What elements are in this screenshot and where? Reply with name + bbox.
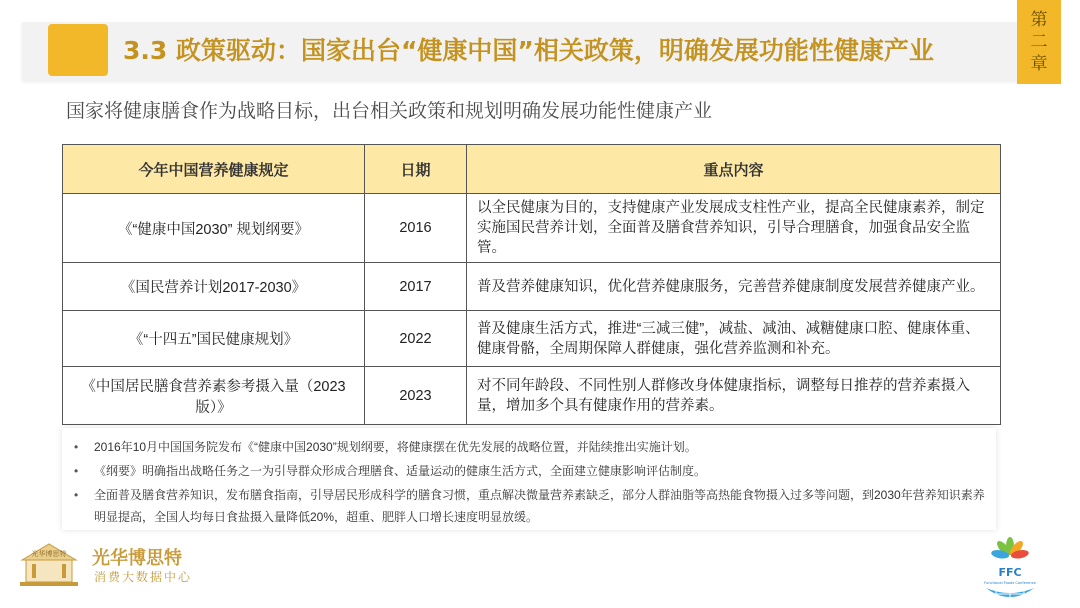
page-subtitle: 国家将健康膳食作为战略目标，出台相关政策和规划明确发展功能性健康产业 <box>66 100 713 122</box>
table-header-row <box>63 145 1001 194</box>
note-item <box>74 436 986 458</box>
policy-year-cell: 2017 <box>365 263 467 311</box>
brand-name: 光华博思特 <box>92 548 182 569</box>
policy-year-cell: 2023 <box>365 367 467 425</box>
brand-logo-text: 光华博思特 <box>31 550 67 558</box>
policy-name-cell: 《国民营养计划2017-2030》 <box>63 263 365 311</box>
ffc-sublabel: Functional Foods Conference <box>984 581 1036 585</box>
bullet-icon: • <box>74 464 79 478</box>
chapter-char-3: 章 <box>1030 54 1048 74</box>
brand-subtitle: 消费大数据中心 <box>94 570 193 584</box>
column-header-date: 日期 <box>365 145 467 194</box>
policy-content-cell: 以全民健康为目的，支持健康产业发展成支柱性产业，提高全民健康素养，制定实施国民营养计划，全面普及膳食营养知识，引导合理膳食，加强食品安全监管。 <box>467 194 1001 263</box>
policy-year-cell: 2016 <box>365 194 467 263</box>
brand-block <box>16 540 216 590</box>
note-text: 2016年10月中国国务院发布《“健康中国2030”规划纲要，将健康摆在优先发展的战略位置，并陆续推出实施计划。 <box>94 440 697 454</box>
chapter-char-2: 二 <box>1030 32 1048 52</box>
policy-year-cell: 2022 <box>365 311 467 367</box>
table-row <box>63 194 1001 263</box>
note-item <box>74 484 986 528</box>
policy-name-cell: 《中国居民膳食营养素参考摄入量（2023版）》 <box>63 367 365 425</box>
bullet-icon: • <box>74 488 79 502</box>
chapter-char-1: 第 <box>1030 10 1048 30</box>
page-title: 3.3 政策驱动：国家出台“健康中国”相关政策，明确发展功能性健康产业 <box>123 36 934 65</box>
table-row <box>63 263 1001 311</box>
chapter-tag <box>1017 0 1061 84</box>
policy-name-cell: 《“十四五”国民健康规划》 <box>63 311 365 367</box>
note-text: 《纲要》明确指出战略任务之一为引导群众形成合理膳食、适量运动的健康生活方式，全面建立健康影响评估制度。 <box>94 464 707 478</box>
brand-logo-icon <box>16 540 82 588</box>
policy-content-cell: 对不同年龄段、不同性别人群修改身体健康指标，调整每日推荐的营养素摄入量，增加多个具有健康作用的营养素。 <box>467 367 1001 425</box>
notes-box <box>62 428 996 530</box>
table-row <box>63 311 1001 367</box>
table-row <box>63 367 1001 425</box>
policy-name-cell: 《“健康中国2030” 规划纲要》 <box>63 194 365 263</box>
ffc-label: FFC <box>998 566 1022 579</box>
note-item <box>74 460 986 482</box>
column-header-policy: 今年中国营养健康规定 <box>63 145 365 194</box>
policy-content-cell: 普及营养健康知识，优化营养健康服务，完善营养健康制度发展营养健康产业。 <box>467 263 1001 311</box>
bullet-icon: • <box>74 440 79 454</box>
column-header-content: 重点内容 <box>467 145 1001 194</box>
policy-content-cell: 普及健康生活方式，推进“三减三健”，减盐、减油、减糖健康口腔、健康体重、健康骨骼，全周期保障人群健康，强化营养监测和补充。 <box>467 311 1001 367</box>
ffc-logo-icon <box>976 536 1044 604</box>
note-text: 全面普及膳食营养知识，发布膳食指南，引导居民形成科学的膳食习惯，重点解决微量营养素缺乏，部分人群油脂等高热能食物摄入过多等问题，到2030年营养知识素养明显提高，全国人均每日食盐摄入量降低20%，超重、肥胖人口增长速度明显放缓。 <box>94 488 985 524</box>
title-accent-block <box>48 24 108 76</box>
policy-table <box>62 144 1001 425</box>
